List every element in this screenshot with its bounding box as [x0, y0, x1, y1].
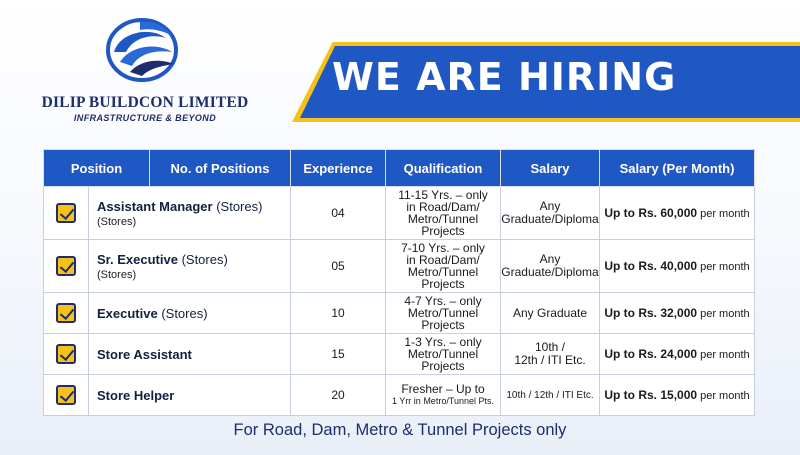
header-position: Position: [44, 150, 150, 187]
table-row: [44, 240, 755, 293]
experience-cell: 11-15 Yrs. – only in Road/Dam/ Metro/Tunnel Projects: [386, 187, 501, 240]
salary-cell: Up to Rs. 32,000 per month: [600, 293, 755, 334]
table-row: [44, 293, 755, 334]
position-subtitle: (Stores): [97, 215, 137, 228]
qualification-cell: 10th / 12th / ITI Etc.: [501, 375, 600, 416]
position-title: Store Helper: [97, 387, 175, 403]
checkbox-checked-icon: [56, 203, 76, 223]
checkbox-checked-icon: [56, 303, 76, 323]
table-header-row: [44, 150, 755, 187]
position-title: Executive (Stores): [97, 305, 208, 321]
header-qualification: Qualification: [386, 150, 501, 187]
qualification-cell: Any Graduate/Diploma: [501, 187, 600, 240]
position-title: Assistant Manager (Stores): [97, 198, 263, 214]
experience-cell: 1-3 Yrs. – only Metro/Tunnel Projects: [386, 334, 501, 375]
header-experience: Experience: [291, 150, 386, 187]
experience-cell: 4-7 Yrs. – only Metro/Tunnel Projects: [386, 293, 501, 334]
salary-cell: Up to Rs. 15,000 per month: [600, 375, 755, 416]
positions-count: 15: [291, 334, 386, 375]
qualification-cell: 10th / 12th / ITI Etc.: [501, 334, 600, 375]
table-row: [44, 334, 755, 375]
qualification-cell: Any Graduate/Diploma: [501, 240, 600, 293]
positions-count: 20: [291, 375, 386, 416]
table-row: [44, 187, 755, 240]
header-no-of-positions: No. of Positions: [150, 150, 291, 187]
position-title: Sr. Executive (Stores): [97, 251, 228, 267]
header-salary: Salary: [501, 150, 600, 187]
company-block: [38, 94, 252, 123]
company-name: DILIP BUILDCON LIMITED: [41, 94, 249, 111]
experience-cell: Fresher – Up to 1 Yrr in Metro/Tunnel Pts.: [386, 375, 501, 416]
experience-cell: 7-10 Yrs. – only in Road/Dam/ Metro/Tunnel Projects: [386, 240, 501, 293]
positions-count: 04: [291, 187, 386, 240]
banner-title: WE ARE HIRING: [332, 55, 677, 99]
salary-cell: Up to Rs. 40,000 per month: [600, 240, 755, 293]
position-title: Store Assistant: [97, 346, 192, 362]
company-tagline: INFRASTRUCTURE & BEYOND: [73, 113, 217, 123]
table-row: [44, 375, 755, 416]
salary-cell: Up to Rs. 60,000 per month: [600, 187, 755, 240]
footer-note: For Road, Dam, Metro & Tunnel Projects only: [233, 421, 567, 439]
jobs-table: [43, 149, 755, 416]
checkbox-checked-icon: [56, 256, 76, 276]
positions-count: 10: [291, 293, 386, 334]
company-logo-icon: [100, 12, 184, 84]
checkbox-checked-icon: [56, 344, 76, 364]
checkbox-checked-icon: [56, 385, 76, 405]
header-salary-per-month: Salary (Per Month): [600, 150, 755, 187]
salary-cell: Up to Rs. 24,000 per month: [600, 334, 755, 375]
qualification-cell: Any Graduate: [501, 293, 600, 334]
position-subtitle: (Stores): [97, 268, 137, 281]
positions-count: 05: [291, 240, 386, 293]
